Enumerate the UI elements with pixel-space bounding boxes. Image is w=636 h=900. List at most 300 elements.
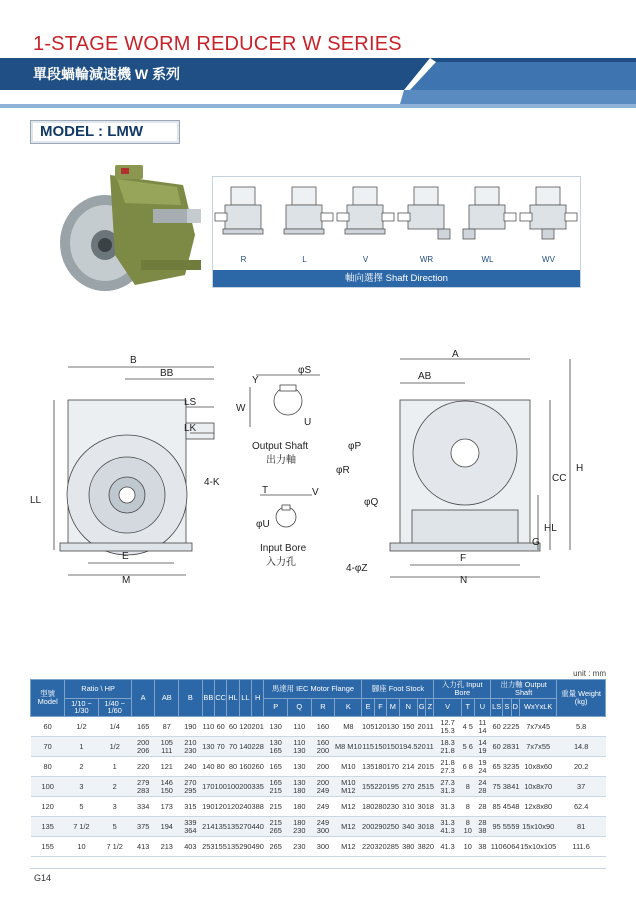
- table-cell: 253: [202, 837, 214, 857]
- shaft-wl-icon: [457, 177, 518, 255]
- table-cell: 14 19: [474, 737, 490, 757]
- th-ratio-hp: Ratio \ HP: [65, 680, 132, 699]
- table-cell: 60: [31, 717, 65, 737]
- table-cell: 10: [65, 837, 98, 857]
- table-cell: 48: [511, 797, 519, 817]
- shaft-option-l: [274, 177, 335, 267]
- th-u: U: [474, 698, 490, 717]
- shaft-direction-panel: [212, 176, 581, 288]
- table-cell: 15: [426, 777, 434, 797]
- dim-cc: CC: [552, 473, 567, 484]
- th-n: N: [399, 698, 418, 717]
- table-cell: 130 180: [288, 777, 312, 797]
- table-cell: 22: [503, 717, 511, 737]
- table-cell: 8 10: [461, 817, 474, 837]
- table-cell: 38: [503, 777, 511, 797]
- header-banner: [0, 0, 636, 112]
- table-cell: 140: [239, 737, 251, 757]
- input-bore-title-zh: 入力孔: [266, 557, 296, 568]
- table-cell: 228: [252, 737, 264, 757]
- table-cell: 59: [511, 817, 519, 837]
- table-cell: 64: [511, 837, 519, 857]
- table-cell: 240: [239, 797, 251, 817]
- th-g: G: [418, 698, 426, 717]
- shaft-option-wr: [396, 177, 457, 267]
- th-z: Z: [426, 698, 434, 717]
- th-weight: 重量 Weight (kg): [557, 680, 606, 717]
- dim-u-bore: φU: [256, 519, 270, 530]
- th-ls: LS: [491, 698, 503, 717]
- table-cell: 100: [31, 777, 65, 797]
- table-cell: 335: [252, 777, 264, 797]
- shaft-label-r: R: [240, 255, 247, 264]
- table-cell: 45: [503, 797, 511, 817]
- shaft-label-wl: WL: [481, 255, 494, 264]
- table-cell: 315: [179, 797, 203, 817]
- table-cell: 190: [202, 797, 214, 817]
- th-t: T: [461, 698, 474, 717]
- table-cell: 20: [426, 837, 434, 857]
- table-cell: 270: [239, 817, 251, 837]
- table-cell: 1: [98, 757, 131, 777]
- th-d: D: [511, 698, 519, 717]
- table-cell: 24 28: [474, 777, 490, 797]
- th-h: H: [252, 680, 264, 717]
- table-cell: 10x8x60: [520, 757, 557, 777]
- table-cell: 270: [399, 777, 418, 797]
- table-cell: 3: [65, 777, 98, 797]
- table-cell: 285: [387, 837, 399, 857]
- spec-table: [30, 679, 606, 857]
- table-cell: 121: [155, 757, 179, 777]
- dim-v: V: [312, 487, 319, 498]
- shaft-label-wv: WV: [542, 255, 555, 264]
- table-cell: 340: [399, 817, 418, 837]
- th-b: B: [179, 680, 203, 717]
- table-cell: 120: [239, 717, 251, 737]
- table-cell: 1: [65, 737, 98, 757]
- table-row: [31, 837, 606, 857]
- table-cell: 249 300: [311, 817, 335, 837]
- table-cell: 15x10x105: [520, 837, 557, 857]
- table-cell: 60: [503, 837, 511, 857]
- table-cell: 201: [252, 717, 264, 737]
- table-cell: 240: [179, 757, 203, 777]
- table-cell: 70: [215, 737, 227, 757]
- table-cell: 260: [252, 757, 264, 777]
- table-cell: 110: [491, 837, 503, 857]
- th-hl: HL: [227, 680, 239, 717]
- table-cell: 20: [418, 737, 426, 757]
- table-cell: 220: [131, 757, 155, 777]
- table-row: [31, 737, 606, 757]
- table-cell: 155: [362, 777, 374, 797]
- table-cell: 6 8: [461, 757, 474, 777]
- table-cell: 130: [288, 757, 312, 777]
- table-cell: 28: [503, 737, 511, 757]
- table-cell: 403: [179, 837, 203, 857]
- table-cell: 130: [387, 717, 399, 737]
- th-ab: AB: [155, 680, 179, 717]
- table-cell: 12x8x80: [520, 797, 557, 817]
- table-cell: 8: [461, 777, 474, 797]
- th-f: F: [374, 698, 386, 717]
- table-cell: 320: [374, 837, 386, 857]
- table-cell: 21.8 27.3: [434, 757, 461, 777]
- shaft-label-l: L: [302, 255, 307, 264]
- table-cell: 165 215: [264, 777, 288, 797]
- table-cell: 170: [202, 777, 214, 797]
- table-cell: 195: [387, 777, 399, 797]
- table-cell: 20: [418, 757, 426, 777]
- page-number: G14: [34, 873, 52, 883]
- table-cell: 35: [511, 757, 519, 777]
- dim-ll: LL: [30, 495, 42, 506]
- dim-4k: 4-K: [204, 477, 220, 488]
- table-cell: 200: [311, 757, 335, 777]
- table-cell: 388: [252, 797, 264, 817]
- th-k: K: [335, 698, 362, 717]
- table-cell: 180: [288, 797, 312, 817]
- table-cell: 135: [31, 817, 65, 837]
- table-cell: 62.4: [557, 797, 606, 817]
- table-cell: 80: [215, 757, 227, 777]
- table-cell: 95: [491, 817, 503, 837]
- table-cell: 2: [65, 757, 98, 777]
- table-cell: 194: [155, 817, 179, 837]
- shaft-direction-caption: 軸向選擇 Shaft Direction: [213, 270, 580, 287]
- table-cell: 200: [239, 777, 251, 797]
- table-cell: 173: [155, 797, 179, 817]
- table-cell: 160: [239, 757, 251, 777]
- table-cell: 11: [426, 737, 434, 757]
- table-cell: 60: [491, 717, 503, 737]
- table-cell: 105 111: [155, 737, 179, 757]
- table-cell: 7x7x45: [520, 717, 557, 737]
- table-cell: 60: [227, 717, 239, 737]
- table-cell: 28 38: [474, 817, 490, 837]
- table-cell: 20: [418, 717, 426, 737]
- reducer-photo: [55, 165, 207, 297]
- shaft-option-wv: [518, 177, 579, 267]
- dim-ab: AB: [418, 371, 432, 382]
- model-label: MODEL : LMW: [40, 123, 144, 140]
- table-cell: 180: [374, 757, 386, 777]
- dimension-drawing: [30, 345, 590, 585]
- th-s: S: [503, 698, 511, 717]
- page-title: 1-STAGE WORM REDUCER W SERIES: [33, 33, 402, 55]
- table-cell: 210 230: [179, 737, 203, 757]
- table-cell: 25: [418, 777, 426, 797]
- table-cell: 37: [557, 777, 606, 797]
- table-cell: M8: [335, 717, 362, 737]
- th-wxylk: WxYxLK: [520, 698, 557, 717]
- table-cell: 214: [202, 817, 214, 837]
- shaft-wr-icon: [396, 177, 457, 255]
- table-cell: 160 200: [311, 737, 335, 757]
- table-row: [31, 797, 606, 817]
- table-cell: 130 165: [264, 737, 288, 757]
- table-cell: 111.6: [557, 837, 606, 857]
- shaft-r-icon: [213, 177, 274, 255]
- dim-hl: HL: [544, 523, 557, 534]
- table-cell: 31: [511, 737, 519, 757]
- table-cell: 8: [461, 797, 474, 817]
- dim-t: T: [262, 485, 269, 496]
- table-cell: 180: [362, 797, 374, 817]
- table-cell: 115: [362, 737, 374, 757]
- table-cell: 41: [511, 777, 519, 797]
- shaft-wv-icon: [518, 177, 579, 255]
- dim-u-out: U: [304, 417, 312, 428]
- table-cell: 27.3 31.3: [434, 777, 461, 797]
- table-cell: 130: [202, 737, 214, 757]
- th-e: E: [362, 698, 374, 717]
- table-cell: M8 M10: [335, 737, 362, 757]
- table-cell: 165: [131, 717, 155, 737]
- dim-b: B: [130, 355, 137, 366]
- table-cell: 120: [31, 797, 65, 817]
- table-cell: 12.7 15.3: [434, 717, 461, 737]
- table-cell: M12: [335, 797, 362, 817]
- table-cell: 15: [426, 757, 434, 777]
- shaft-l-icon: [274, 177, 335, 255]
- dim-y: Y: [252, 375, 259, 386]
- table-cell: 120: [374, 717, 386, 737]
- dim-w: W: [236, 403, 246, 414]
- th-ll: LL: [239, 680, 251, 717]
- th-input-bore: 入力孔 Input Bore: [434, 680, 491, 699]
- th-foot-stock: 腳座 Foot Stock: [362, 680, 434, 699]
- table-cell: 10x8x70: [520, 777, 557, 797]
- table-cell: 375: [131, 817, 155, 837]
- table-cell: 5: [98, 817, 131, 837]
- output-shaft-title: Output Shaft: [252, 441, 309, 452]
- th-output-shaft: 出力軸 Output Shaft: [491, 680, 557, 699]
- table-cell: 380: [399, 837, 418, 857]
- dim-f: F: [460, 553, 467, 564]
- table-cell: 3: [98, 797, 131, 817]
- table-cell: 280: [374, 797, 386, 817]
- table-cell: 81: [557, 817, 606, 837]
- table-cell: 135: [362, 757, 374, 777]
- table-cell: 140: [202, 757, 214, 777]
- table-cell: 110 130: [288, 737, 312, 757]
- table-cell: 32: [503, 757, 511, 777]
- dim-h: H: [576, 463, 584, 474]
- table-cell: 15x10x90: [520, 817, 557, 837]
- table-cell: 490: [252, 837, 264, 857]
- shaft-label-wr: WR: [419, 255, 434, 264]
- table-cell: 11: [426, 717, 434, 737]
- dim-p: φP: [348, 441, 362, 452]
- table-row: [31, 757, 606, 777]
- table-cell: 270 295: [179, 777, 203, 797]
- table-cell: 31.3 41.3: [434, 817, 461, 837]
- table-cell: 194.5: [399, 737, 418, 757]
- table-cell: M12: [335, 837, 362, 857]
- output-shaft-title-zh: 出力軸: [266, 455, 296, 466]
- table-cell: 70: [31, 737, 65, 757]
- table-cell: 60: [215, 717, 227, 737]
- table-cell: 60: [491, 737, 503, 757]
- table-cell: 214: [399, 757, 418, 777]
- table-cell: 110: [202, 717, 214, 737]
- table-cell: M10: [335, 757, 362, 777]
- table-cell: 7 1/2: [65, 817, 98, 837]
- input-bore-title: Input Bore: [260, 543, 307, 554]
- th-motor-flange: 馬達用 IEC Motor Flange: [264, 680, 362, 699]
- dim-lk: LK: [184, 423, 197, 434]
- spec-table-body: [31, 717, 606, 857]
- table-cell: 7x7x55: [520, 737, 557, 757]
- table-cell: 87: [155, 717, 179, 737]
- table-cell: 290: [239, 837, 251, 857]
- table-cell: 146 150: [155, 777, 179, 797]
- table-cell: 135: [215, 817, 227, 837]
- shaft-option-wl: [457, 177, 518, 267]
- table-cell: 339 364: [179, 817, 203, 837]
- table-cell: 440: [252, 817, 264, 837]
- table-cell: 14.8: [557, 737, 606, 757]
- table-cell: 200: [362, 817, 374, 837]
- table-cell: 80: [31, 757, 65, 777]
- table-cell: 100: [227, 777, 239, 797]
- table-cell: 213: [155, 837, 179, 857]
- table-cell: 135: [227, 817, 239, 837]
- table-cell: 279 283: [131, 777, 155, 797]
- dim-z: 4-φZ: [346, 563, 368, 574]
- th-ratio-1: 1/10 ~ 1/30: [65, 698, 98, 717]
- table-cell: 155: [215, 837, 227, 857]
- th-cc: CC: [215, 680, 227, 717]
- table-cell: 215: [264, 797, 288, 817]
- table-cell: 150: [374, 737, 386, 757]
- table-cell: 11 14: [474, 717, 490, 737]
- table-cell: 155: [31, 837, 65, 857]
- shaft-label-v: V: [362, 255, 369, 264]
- table-cell: 220: [362, 837, 374, 857]
- table-cell: 25: [511, 717, 519, 737]
- th-v: V: [434, 698, 461, 717]
- table-cell: 20.2: [557, 757, 606, 777]
- dim-a: A: [452, 349, 459, 360]
- table-cell: 4 5: [461, 717, 474, 737]
- table-cell: 120: [215, 797, 227, 817]
- table-cell: 130: [264, 717, 288, 737]
- page-subtitle-zh: 單段蝸輪減速機 W 系列: [33, 66, 180, 82]
- table-cell: 230: [387, 797, 399, 817]
- shaft-option-r: [213, 177, 274, 267]
- table-cell: 38: [418, 837, 426, 857]
- table-cell: 100: [215, 777, 227, 797]
- dim-bb: BB: [160, 368, 174, 379]
- table-cell: 1/4: [98, 717, 131, 737]
- table-row: [31, 777, 606, 797]
- table-cell: 413: [131, 837, 155, 857]
- table-cell: 180 230: [288, 817, 312, 837]
- table-cell: 265: [264, 837, 288, 857]
- shaft-option-v: [335, 177, 396, 267]
- table-cell: 2: [98, 777, 131, 797]
- table-row: [31, 817, 606, 837]
- th-q: Q: [288, 698, 312, 717]
- table-cell: 290: [374, 817, 386, 837]
- table-cell: 18: [426, 797, 434, 817]
- table-cell: 19 24: [474, 757, 490, 777]
- dim-n: N: [460, 575, 468, 585]
- table-cell: 55: [503, 817, 511, 837]
- dim-m: M: [122, 575, 131, 585]
- table-cell: M12: [335, 817, 362, 837]
- table-cell: 38: [474, 837, 490, 857]
- table-cell: 31.3: [434, 797, 461, 817]
- table-cell: 75: [491, 777, 503, 797]
- table-cell: 334: [131, 797, 155, 817]
- table-cell: 150: [399, 717, 418, 737]
- table-cell: 5: [65, 797, 98, 817]
- table-cell: 250: [387, 817, 399, 837]
- th-p: P: [264, 698, 288, 717]
- table-cell: 7 1/2: [98, 837, 131, 857]
- th-model: 型號 Model: [31, 680, 65, 717]
- th-a: A: [131, 680, 155, 717]
- table-cell: 85: [491, 797, 503, 817]
- table-cell: 30: [418, 797, 426, 817]
- table-cell: 110: [288, 717, 312, 737]
- footer-rule: [30, 868, 606, 869]
- table-cell: 70: [227, 737, 239, 757]
- dim-e: E: [122, 551, 129, 562]
- th-bb: BB: [202, 680, 214, 717]
- th-m: M: [387, 698, 399, 717]
- table-cell: 120: [227, 797, 239, 817]
- table-cell: 18.3 21.8: [434, 737, 461, 757]
- table-cell: 135: [227, 837, 239, 857]
- table-cell: 310: [399, 797, 418, 817]
- table-cell: 230: [288, 837, 312, 857]
- table-cell: 28: [474, 797, 490, 817]
- table-cell: 80: [227, 757, 239, 777]
- table-cell: 105: [362, 717, 374, 737]
- th-r: R: [311, 698, 335, 717]
- table-cell: 1/2: [65, 717, 98, 737]
- table-cell: 300: [311, 837, 335, 857]
- dim-r: φR: [336, 465, 350, 476]
- table-cell: 30: [418, 817, 426, 837]
- table-cell: 220: [374, 777, 386, 797]
- table-cell: 1/2: [98, 737, 131, 757]
- table-cell: 200 206: [131, 737, 155, 757]
- table-cell: 165: [264, 757, 288, 777]
- table-cell: 41.3: [434, 837, 461, 857]
- table-cell: 160: [311, 717, 335, 737]
- table-cell: 18: [426, 817, 434, 837]
- dim-s: φS: [298, 365, 312, 376]
- table-cell: 170: [387, 757, 399, 777]
- shaft-v-icon: [335, 177, 396, 255]
- dim-ls: LS: [184, 397, 197, 408]
- unit-label: unit : mm: [573, 669, 606, 678]
- table-cell: 5 6: [461, 737, 474, 757]
- table-cell: 5.8: [557, 717, 606, 737]
- table-cell: 200 249: [311, 777, 335, 797]
- th-ratio-2: 1/40 ~ 1/60: [98, 698, 131, 717]
- table-cell: 190: [179, 717, 203, 737]
- table-cell: M10 M12: [335, 777, 362, 797]
- dim-g: G: [532, 537, 540, 548]
- dim-q: φQ: [364, 497, 379, 508]
